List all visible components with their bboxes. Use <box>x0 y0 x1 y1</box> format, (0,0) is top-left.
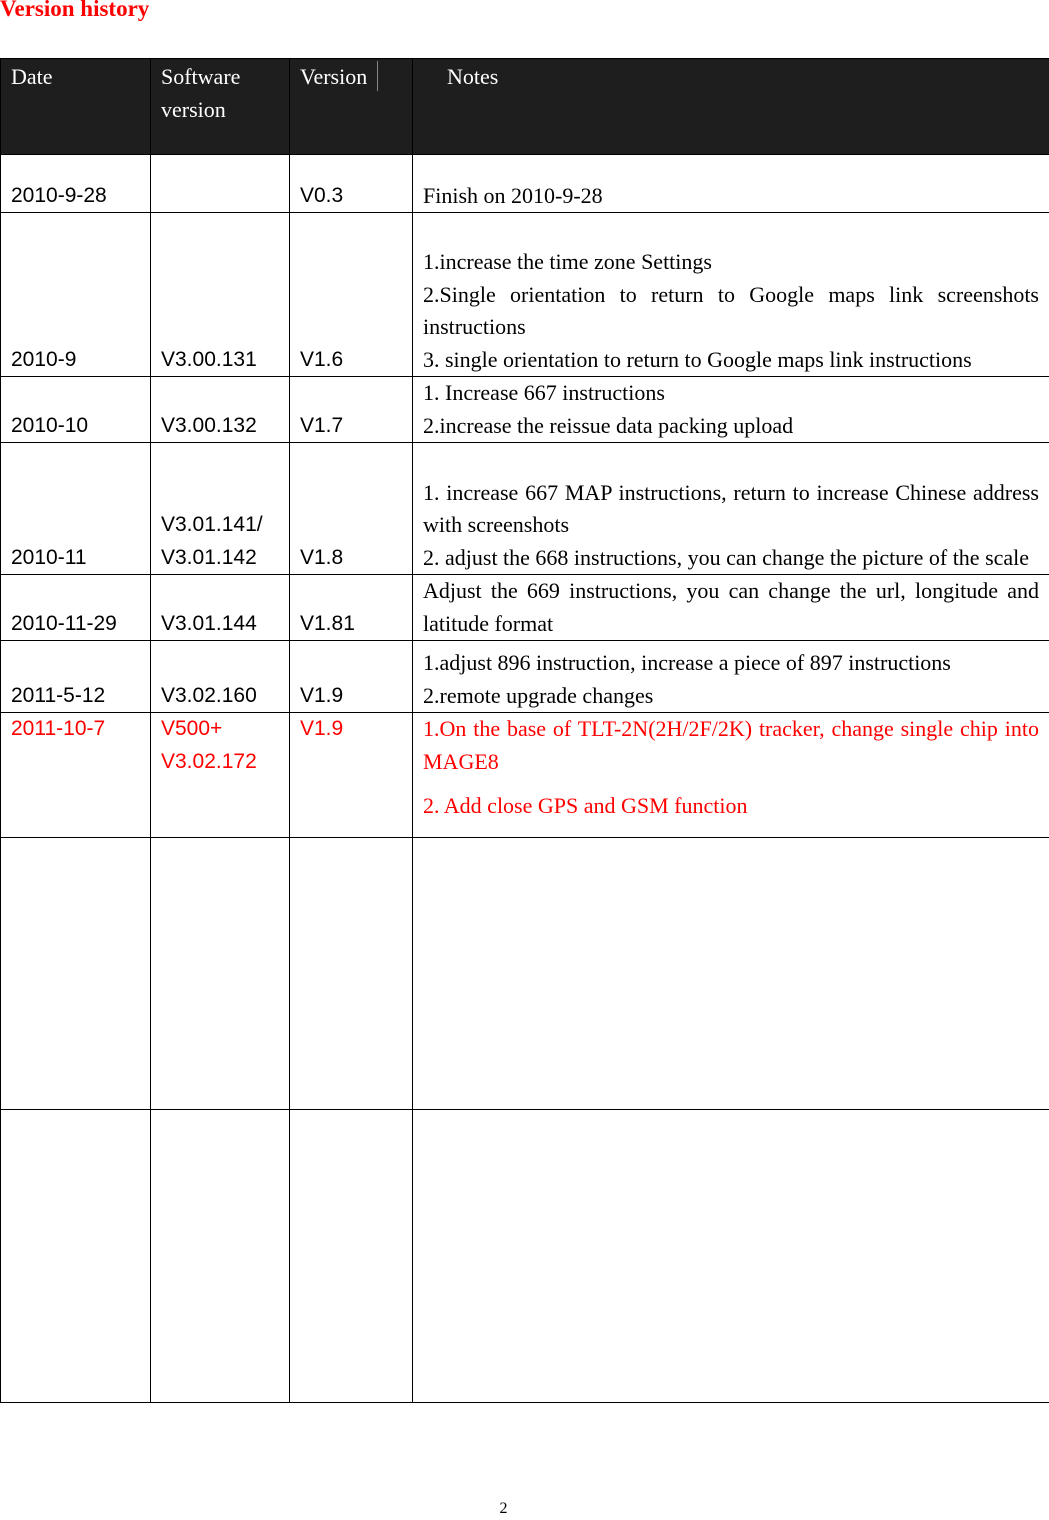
note-line: 2.remote upgrade changes <box>423 682 654 708</box>
cell-version: V0.3 <box>290 155 413 213</box>
table-row <box>1 575 1049 641</box>
note-line: 2. adjust the 668 instructions, you can change the picture of the scale <box>423 544 1030 570</box>
cell-notes <box>413 377 1049 443</box>
cell-empty <box>290 838 413 1110</box>
software-line: V3.02.172 <box>161 749 257 773</box>
cell-software <box>151 713 290 838</box>
cell-date: 2010-9-28 <box>1 155 151 213</box>
note-line: 2.increase the reissue data packing upload <box>423 412 794 438</box>
header-notes: Notes <box>413 59 1049 155</box>
cell-software: V3.00.132 <box>151 377 290 443</box>
note-line: 1.adjust 896 instruction, increase a piece of 897 instructions <box>423 650 951 675</box>
cell-date: 2011-5-12 <box>1 641 151 713</box>
note-line: Adjust the 669 instructions, you can change the url, longitude and latitude format <box>423 578 1039 636</box>
cell-version: V1.8 <box>290 443 413 575</box>
cell-software: V3.00.131 <box>151 213 290 377</box>
cell-empty <box>151 838 290 1110</box>
cell-software: V3.02.160 <box>151 641 290 713</box>
table-header-row <box>1 59 1049 155</box>
cell-notes <box>413 641 1049 713</box>
cell-date: 2010-11-29 <box>1 575 151 641</box>
software-line: V500+ <box>161 717 223 740</box>
cell-notes <box>413 575 1049 641</box>
table-row <box>1 443 1049 575</box>
cell-software <box>151 443 290 575</box>
table-row <box>1 377 1049 443</box>
note-line: Finish on 2010-9-28 <box>423 182 603 208</box>
note-line: 1. Increase 667 instructions <box>423 380 665 405</box>
header-date: Date <box>1 59 151 155</box>
software-line: V3.01.141/ <box>161 513 263 536</box>
cell-version: V1.7 <box>290 377 413 443</box>
note-line: 3. single orientation to return to Google maps link instructions <box>423 346 972 372</box>
table-row <box>1 155 1049 213</box>
cell-empty <box>1 838 151 1110</box>
cell-notes <box>413 713 1049 838</box>
cell-date: 2010-10 <box>1 377 151 443</box>
note-line: 1.On the base of TLT-2N(2H/2F/2K) tracker, change single chip into MAGE8 <box>423 716 1039 774</box>
section-heading: Version history <box>0 0 150 21</box>
cell-version: V1.9 <box>290 713 413 838</box>
note-line: 1.increase the time zone Settings <box>423 249 712 274</box>
page-number: 2 <box>499 1500 508 1517</box>
cell-version: V1.81 <box>290 575 413 641</box>
cell-date: 2011-10-7 <box>1 713 151 838</box>
header-version: Version <box>290 59 413 155</box>
cell-date: 2010-11 <box>1 443 151 575</box>
cell-software: V3.01.144 <box>151 575 290 641</box>
cell-software <box>151 155 290 213</box>
cell-version: V1.9 <box>290 641 413 713</box>
cell-date: 2010-9 <box>1 213 151 377</box>
cell-notes <box>413 443 1049 575</box>
table-row-empty <box>1 838 1049 1110</box>
table-row <box>1 641 1049 713</box>
cell-empty <box>413 1110 1049 1403</box>
table-row <box>1 213 1049 377</box>
note-line: 2. Add close GPS and GSM function <box>423 793 748 818</box>
version-history-table <box>0 58 1049 1403</box>
cell-notes <box>413 213 1049 377</box>
cell-empty <box>290 1110 413 1403</box>
cell-empty <box>1 1110 151 1403</box>
header-separator <box>377 61 378 91</box>
note-line: 2.Single orientation to return to Google maps link screenshots instructions <box>423 281 1039 339</box>
header-software-version: Software version <box>151 59 290 155</box>
cell-version: V1.6 <box>290 213 413 377</box>
software-line: V3.01.142 <box>161 545 257 569</box>
cell-notes <box>413 155 1049 213</box>
cell-empty <box>151 1110 290 1403</box>
table-row-empty <box>1 1110 1049 1403</box>
table-row-highlighted <box>1 713 1049 838</box>
note-line: 1. increase 667 MAP instructions, return to increase Chinese address with screenshots <box>423 479 1039 537</box>
cell-empty <box>413 838 1049 1110</box>
